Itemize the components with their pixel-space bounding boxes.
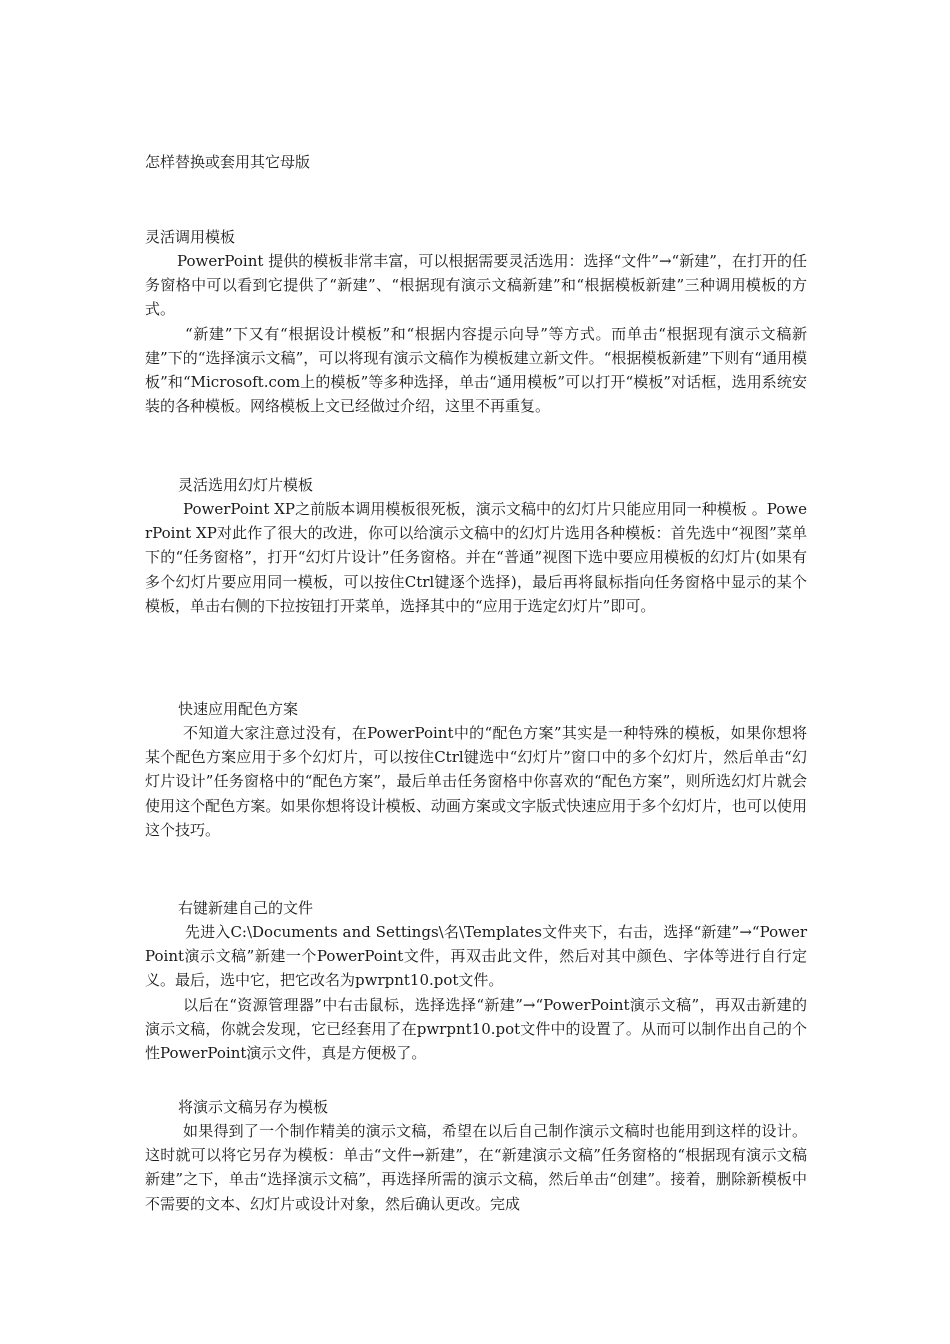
section-color-scheme	[145, 697, 807, 842]
paragraph: 先进入C:\Documents and Settings\名\Templates文件夹下，右击，选择“新建”→“PowerPoint演示文稿”新建一个PowerPoint文件，再双击此文件，然后对其中颜色、字体等进行自行定义。最后，选中它，把它改名为pwrpnt10.pot文件。	[145, 923, 807, 990]
paragraph: PowerPoint XP之前版本调用模板很死板，演示文稿中的幻灯片只能应用同一种模板 。PowerPoint XP对此作了很大的改进，你可以给演示文稿中的幻灯片选用各种模板：首先选中“视图”菜单下的“任务窗格”，打开“幻灯片设计”任务窗格。并在“普通”视图下选中要应用模板的幻灯片(如果有多个幻灯片要应用同一模板，可以按住Ctrl键逐个选择)，最后再将鼠标指向任务窗格中显示的某个模板，单击右侧的下拉按钮打开菜单，选择其中的“应用于选定幻灯片”即可。	[145, 500, 807, 615]
document-page	[145, 0, 807, 1344]
section-heading: 灵活选用幻灯片模板	[178, 476, 314, 494]
section-heading: 快速应用配色方案	[178, 700, 299, 718]
section-right-click-new	[145, 896, 807, 1065]
paragraph: “新建”下又有“根据设计模板”和“根据内容提示向导”等方式。而单击“根据现有演示文稿新建”下的“选择演示文稿”，可以将现有演示文稿作为模板建立新文件。“根据模板新建”下则有“通用模板”和“Microsoft.com上的模板”等多种选择，单击“通用模板”可以打开“模板”对话框，选用系统安装的各种模板。网络模板上文已经做过介绍，这里不再重复。	[145, 324, 807, 416]
paragraph: 如果得到了一个制作精美的演示文稿，希望在以后自己制作演示文稿时也能用到这样的设计。这时就可以将它另存为模板：单击“文件→新建”，在“新建演示文稿”任务窗格的“根据现有演示文稿新建”之下，单击“选择演示文稿”，再选择所需的演示文稿，然后单击“创建”。接着，删除新模板中不需要的文本、幻灯片或设计对象，然后确认更改。完成	[145, 1122, 807, 1213]
paragraph: 以后在“资源管理器”中右击鼠标，选择选择“新建”→“PowerPoint演示文稿”，再双击新建的演示文稿，你就会发现，它已经套用了在pwrpnt10.pot文件中的设置了。从而可以制作出自己的个性PowerPoint演示文件，真是方便极了。	[145, 995, 808, 1063]
paragraph: PowerPoint 提供的模板非常丰富，可以根据需要灵活选用：选择“文件”→“新建”，在打开的任务窗格中可以看到它提供了“新建”、“根据现有演示文稿新建”和“根据模板新建”三种调用模板的方式。	[145, 252, 807, 319]
section-slide-template	[145, 473, 807, 618]
document-title: 怎样替换或套用其它母版	[145, 153, 311, 171]
section-flexible-template	[145, 225, 807, 418]
section-heading: 将演示文稿另存为模板	[178, 1098, 329, 1116]
section-heading: 灵活调用模板	[145, 228, 236, 246]
section-save-as-template	[145, 1095, 807, 1216]
section-heading: 右键新建自己的文件	[178, 899, 314, 917]
paragraph: 不知道大家注意过没有，在PowerPoint中的“配色方案”其实是一种特殊的模板，如果你想将某个配色方案应用于多个幻灯片，可以按住Ctrl键选中“幻灯片”窗口中的多个幻灯片，然后单击“幻灯片设计”任务窗格中的“配色方案”，最后单击任务窗格中你喜欢的“配色方案”，则所选幻灯片就会使用这个配色方案。如果你想将设计模板、动画方案或文字版式快速应用于多个幻灯片，也可以使用这个技巧。	[145, 724, 807, 839]
